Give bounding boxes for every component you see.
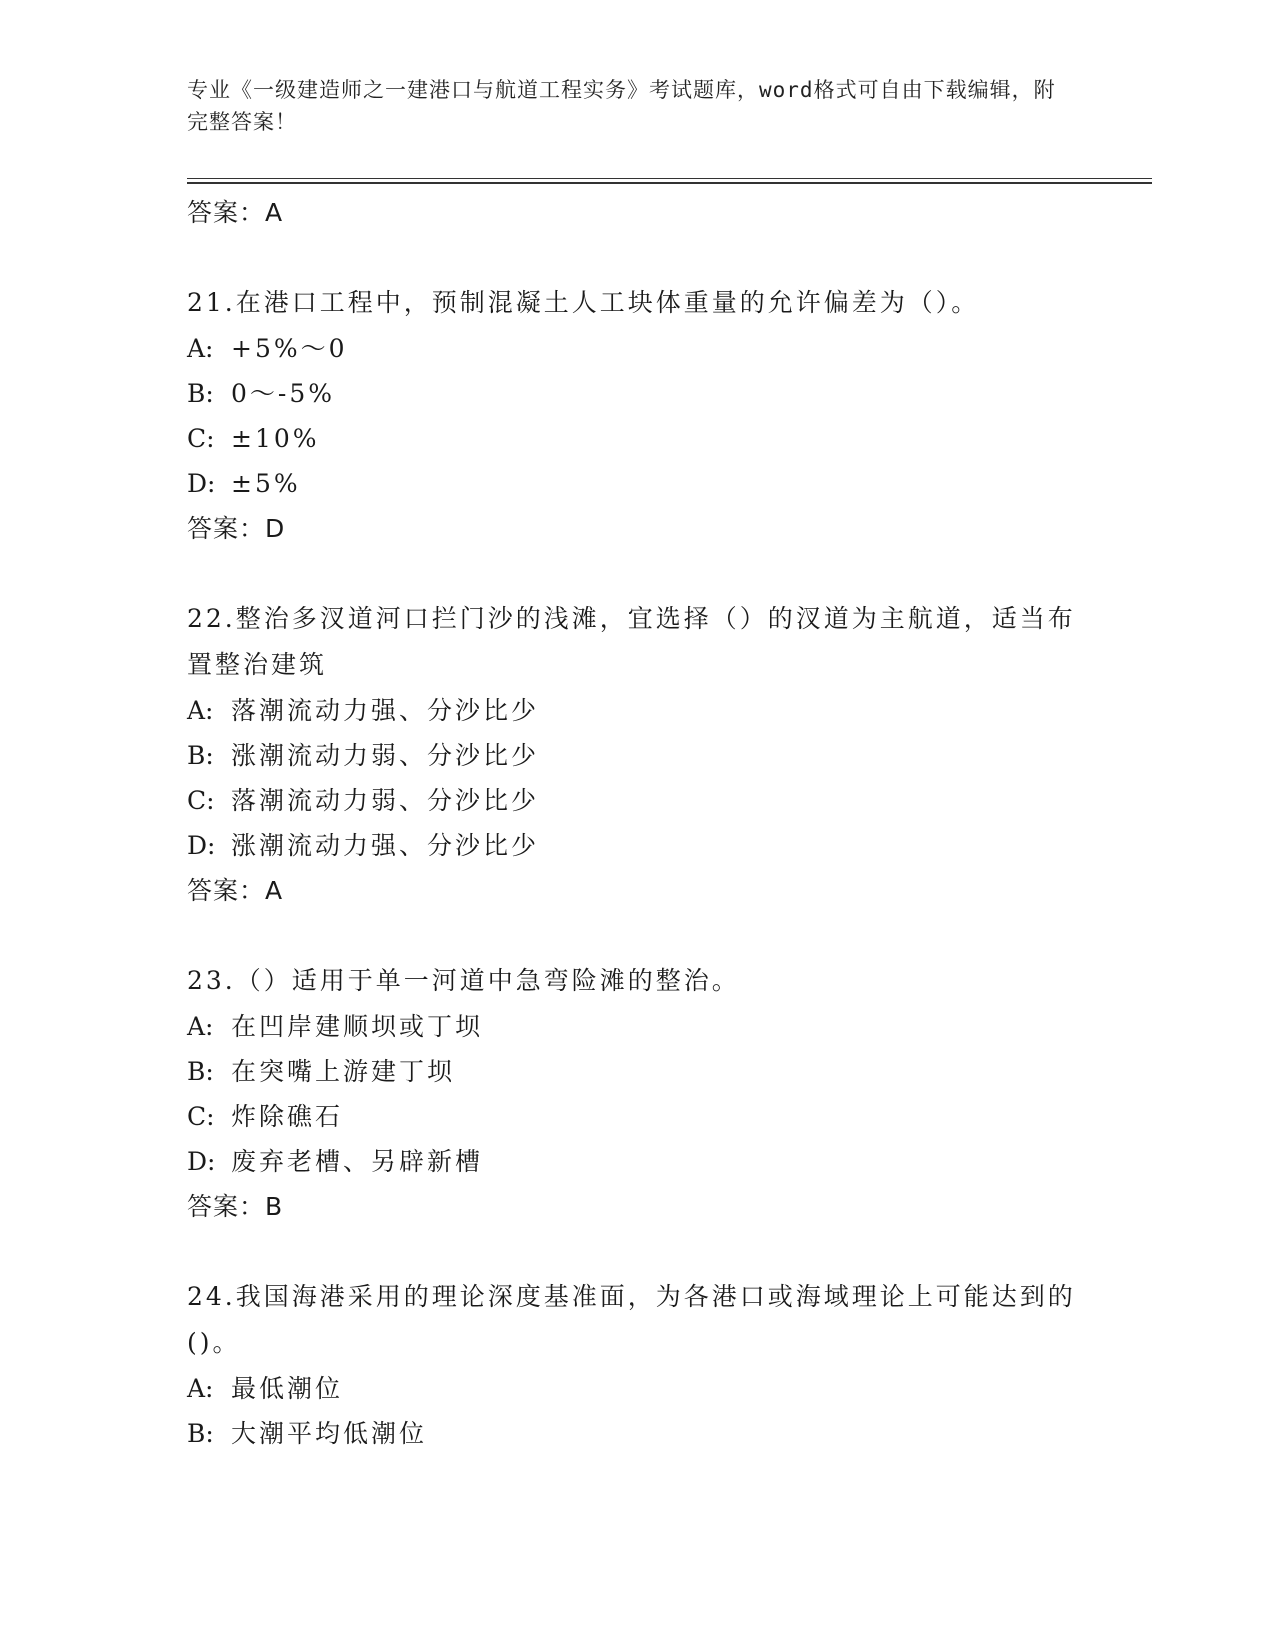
option-key: C: [187,1102,215,1131]
question-list [187,190,1087,1456]
option-key: B: [187,379,214,408]
question-text: 22.整治多汊道河口拦门沙的浅滩，宜选择（）的汊道为主航道，适当布置整治建筑 [187,604,1076,679]
option-text: 涨潮流动力弱、分沙比少 [231,741,540,770]
option-text: 0～-5% [231,379,336,408]
answer-label: 答案：D [187,514,286,543]
option-text: 落潮流动力强、分沙比少 [231,696,540,725]
option-key: B: [187,1057,214,1086]
question-block [187,1274,1087,1456]
option-text: ±10% [231,424,320,453]
option-key: A: [187,1012,214,1041]
block-gap [187,914,1087,958]
option-key: C: [187,786,215,815]
option-key: A: [187,696,214,725]
option-text: 废弃老槽、另辟新槽 [231,1147,484,1176]
question-text: 21.在港口工程中，预制混凝土人工块体重量的允许偏差为（）。 [187,288,980,317]
option-d [187,1139,1087,1184]
option-text: 涨潮流动力强、分沙比少 [231,831,540,860]
option-d [187,461,1087,506]
option-text: 炸除礁石 [231,1102,344,1131]
option-key: A: [187,334,214,363]
document-header: 专业《一级建造师之一建港口与航道工程实务》考试题库，word格式可自由下载编辑，附完整答案！ [187,78,1056,134]
option-b [187,733,1087,778]
option-text: 在突嘴上游建丁坝 [231,1057,456,1086]
question-block [187,958,1087,1230]
option-key: C: [187,424,215,453]
option-text: 大潮平均低潮位 [231,1419,428,1448]
block-gap [187,1230,1087,1274]
option-a [187,1366,1087,1411]
option-text: +5%～0 [231,334,348,363]
answer-label: 答案：A [187,198,284,227]
option-key: B: [187,741,214,770]
block-gap [187,236,1087,280]
option-b [187,1411,1087,1456]
option-a [187,1004,1087,1049]
option-c [187,416,1087,461]
option-key: B: [187,1419,214,1448]
option-a [187,688,1087,733]
option-b [187,1049,1087,1094]
question-text: 24.我国海港采用的理论深度基准面，为各港口或海域理论上可能达到的()。 [187,1282,1076,1357]
option-key: D: [187,469,216,498]
option-key: D: [187,1147,216,1176]
option-text: ±5% [231,469,301,498]
option-c [187,1094,1087,1139]
option-text: 最低潮位 [231,1374,344,1403]
option-c [187,778,1087,823]
answer-label: 答案：B [187,1192,284,1221]
question-text: 23.（）适用于单一河道中急弯险滩的整治。 [187,966,740,995]
header-divider-thick [187,182,1152,184]
question-block [187,596,1087,914]
question-block [187,280,1087,552]
option-text: 落潮流动力弱、分沙比少 [231,786,540,815]
header-divider-thin [187,178,1152,179]
option-d [187,823,1087,868]
option-b [187,371,1087,416]
option-a [187,326,1087,371]
option-text: 在凹岸建顺坝或丁坝 [231,1012,484,1041]
answer-label: 答案：A [187,876,284,905]
option-key: A: [187,1374,214,1403]
option-key: D: [187,831,216,860]
block-gap [187,552,1087,596]
